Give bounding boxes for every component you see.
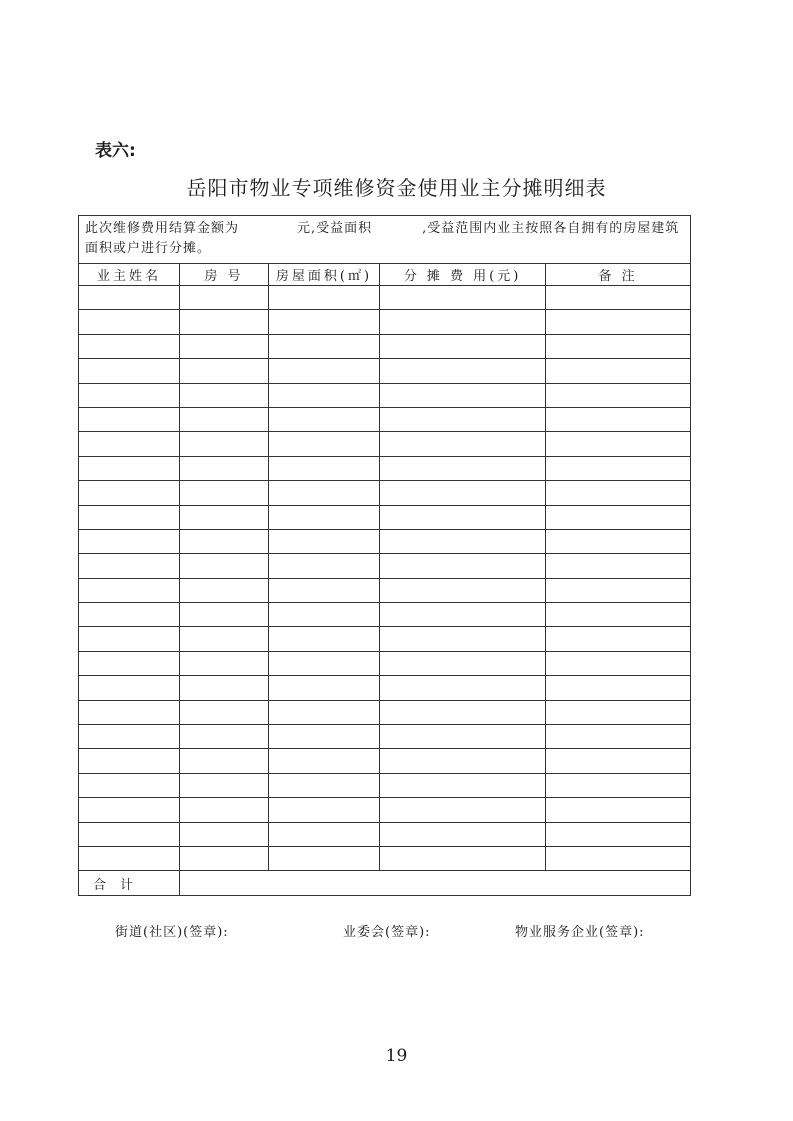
table-cell: [269, 432, 380, 456]
table-row: [79, 603, 691, 627]
table-cell: [79, 627, 180, 651]
table-cell: [180, 700, 269, 724]
table-cell: [180, 432, 269, 456]
table-row: [79, 407, 691, 431]
column-header-row: [79, 264, 691, 286]
table-cell: [380, 456, 546, 480]
table-cell: [546, 725, 691, 749]
table-cell: [180, 481, 269, 505]
table-cell: [269, 407, 380, 431]
table-row: [79, 505, 691, 529]
table-cell: [380, 286, 546, 310]
table-row: [79, 359, 691, 383]
table-cell: [79, 334, 180, 358]
table-cell: [380, 578, 546, 602]
table-cell: [79, 432, 180, 456]
company-signature-label: 物业服务企业(签章):: [515, 925, 645, 940]
table-cell: [546, 749, 691, 773]
page-number: 19: [385, 1046, 408, 1066]
table-cell: [79, 407, 180, 431]
table-row: [79, 700, 691, 724]
table-cell: [546, 651, 691, 675]
table-cell: [79, 554, 180, 578]
intro-text-amount: 此次维修费用结算金额为: [85, 221, 240, 236]
total-row: [79, 871, 691, 895]
intro-text-area: 元,受益面积: [297, 221, 373, 236]
table-cell: [380, 846, 546, 870]
table-cell: [380, 432, 546, 456]
table-cell: [79, 700, 180, 724]
table-cell: [380, 310, 546, 334]
table-cell: [180, 773, 269, 797]
table-cell: [79, 359, 180, 383]
table-cell: [380, 603, 546, 627]
table-cell: [180, 651, 269, 675]
table-cell: [180, 407, 269, 431]
table-label: 表六:: [95, 141, 136, 161]
table-cell: [380, 407, 546, 431]
table-cell: [380, 505, 546, 529]
table-cell: [180, 383, 269, 407]
table-row: [79, 310, 691, 334]
table-cell: [79, 603, 180, 627]
table-cell: [180, 798, 269, 822]
table-cell: [546, 676, 691, 700]
table-cell: [380, 529, 546, 553]
table-cell: [79, 725, 180, 749]
table-cell: [546, 359, 691, 383]
table-cell: [180, 627, 269, 651]
intro-cell: [79, 216, 691, 264]
table-cell: [380, 700, 546, 724]
table-cell: [546, 627, 691, 651]
table-cell: [546, 554, 691, 578]
table-cell: [269, 505, 380, 529]
table-cell: [380, 651, 546, 675]
table-cell: [269, 651, 380, 675]
table-cell: [79, 651, 180, 675]
table-cell: [269, 334, 380, 358]
document-title: 岳阳市物业专项维修资金使用业主分摊明细表: [186, 176, 607, 200]
table-cell: [380, 359, 546, 383]
table-cell: [180, 554, 269, 578]
table-cell: [79, 310, 180, 334]
table-cell: [546, 798, 691, 822]
table-cell: [546, 603, 691, 627]
table-cell: [180, 286, 269, 310]
table-row: [79, 627, 691, 651]
table-cell: [380, 627, 546, 651]
table-row: [79, 749, 691, 773]
total-value-cell: [180, 871, 691, 895]
table-cell: [546, 700, 691, 724]
table-cell: [269, 725, 380, 749]
table-cell: [546, 407, 691, 431]
table-cell: [79, 676, 180, 700]
table-cell: [180, 846, 269, 870]
table-cell: [269, 578, 380, 602]
committee-signature-label: 业委会(签章):: [343, 925, 431, 940]
table-cell: [180, 725, 269, 749]
table-cell: [380, 383, 546, 407]
table-cell: [546, 383, 691, 407]
table-cell: [269, 554, 380, 578]
table-cell: [180, 310, 269, 334]
table-cell: [546, 529, 691, 553]
table-cell: [180, 505, 269, 529]
table-cell: [546, 846, 691, 870]
table-cell: [380, 481, 546, 505]
table-cell: [79, 822, 180, 846]
table-cell: [180, 359, 269, 383]
table-row: [79, 529, 691, 553]
intro-row: [79, 216, 691, 264]
table-cell: [269, 700, 380, 724]
table-cell: [79, 481, 180, 505]
table-cell: [269, 359, 380, 383]
table-row: [79, 554, 691, 578]
column-header-remarks: 备 注: [546, 264, 691, 286]
table-cell: [269, 773, 380, 797]
table-cell: [546, 456, 691, 480]
table-cell: [380, 554, 546, 578]
table-row: [79, 286, 691, 310]
table-cell: [380, 749, 546, 773]
table-cell: [180, 456, 269, 480]
table-cell: [546, 822, 691, 846]
table-cell: [79, 578, 180, 602]
table-cell: [79, 773, 180, 797]
table-cell: [79, 456, 180, 480]
table-cell: [79, 383, 180, 407]
table-cell: [546, 432, 691, 456]
table-row: [79, 846, 691, 870]
table-cell: [380, 676, 546, 700]
table-row: [79, 456, 691, 480]
table-cell: [546, 773, 691, 797]
column-header-room-number: 房 号: [180, 264, 269, 286]
table-cell: [546, 334, 691, 358]
column-header-allocated-cost: 分 摊 费 用(元): [380, 264, 546, 286]
table-cell: [546, 578, 691, 602]
table-cell: [380, 773, 546, 797]
table-cell: [546, 505, 691, 529]
table-row: [79, 651, 691, 675]
table-cell: [269, 310, 380, 334]
table-row: [79, 822, 691, 846]
table-cell: [269, 822, 380, 846]
table-row: [79, 578, 691, 602]
table-cell: [269, 603, 380, 627]
table-cell: [269, 749, 380, 773]
column-header-floor-area: 房屋面积(㎡): [269, 264, 380, 286]
total-label: 合计: [79, 871, 180, 895]
table-cell: [546, 310, 691, 334]
table-cell: [79, 505, 180, 529]
street-signature-label: 街道(社区)(签章):: [115, 925, 229, 940]
table-row: [79, 798, 691, 822]
table-cell: [180, 334, 269, 358]
table-cell: [79, 846, 180, 870]
table-cell: [180, 822, 269, 846]
table-cell: [269, 798, 380, 822]
table-cell: [79, 798, 180, 822]
table-row: [79, 676, 691, 700]
table-cell: [180, 529, 269, 553]
table-row: [79, 334, 691, 358]
table-cell: [269, 529, 380, 553]
table-row: [79, 773, 691, 797]
table-cell: [180, 578, 269, 602]
table-cell: [380, 725, 546, 749]
table-cell: [380, 334, 546, 358]
signature-line: [0, 921, 793, 941]
table-row: [79, 383, 691, 407]
table-cell: [380, 822, 546, 846]
table-cell: [269, 846, 380, 870]
table-cell: [180, 676, 269, 700]
table-cell: [79, 286, 180, 310]
intro-text-allocation: ,受益范围内业主按照各自拥有的房屋建筑面积或户进行分摊。: [85, 221, 680, 256]
table-cell: [269, 286, 380, 310]
table-row: [79, 725, 691, 749]
table-cell: [380, 798, 546, 822]
allocation-table: [78, 215, 691, 896]
table-cell: [79, 529, 180, 553]
table-cell: [269, 676, 380, 700]
table-cell: [79, 749, 180, 773]
table-row: [79, 481, 691, 505]
table-cell: [180, 603, 269, 627]
table-cell: [269, 383, 380, 407]
table-cell: [269, 456, 380, 480]
table-cell: [180, 749, 269, 773]
table-cell: [269, 627, 380, 651]
column-header-owner-name: 业主姓名: [79, 264, 180, 286]
table-cell: [546, 481, 691, 505]
table-cell: [546, 286, 691, 310]
table-row: [79, 432, 691, 456]
table-cell: [269, 481, 380, 505]
